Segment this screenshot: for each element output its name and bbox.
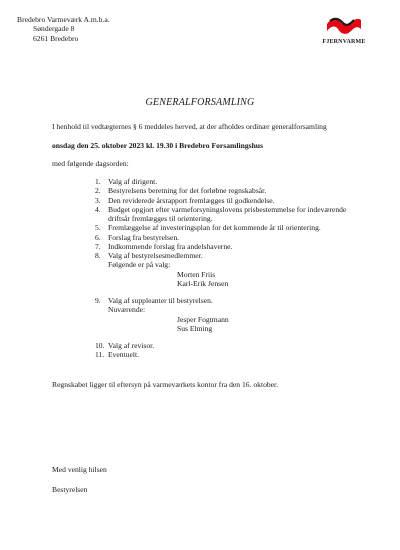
agenda-item-subheading: Følgende er på valg: — [108, 260, 171, 270]
agenda-item-text — [108, 196, 385, 205]
logo-text: FJERNVARME — [322, 39, 366, 45]
agenda-item-number: 8. — [95, 251, 101, 260]
closing-greeting: Med venlig hilsen — [52, 465, 107, 474]
agenda-intro: med følgende dagsorden: — [52, 159, 129, 168]
agenda-item-text — [108, 242, 385, 251]
agenda-item-line: Valg af dirigent. — [108, 177, 158, 186]
candidate-name: Karl-Erik Jensen — [177, 278, 229, 288]
agenda-item-number: 9. — [95, 296, 101, 305]
agenda-item-line: Fremlæggelse af investeringsplan for det kommende år til orientering. — [108, 223, 321, 233]
agenda-item-text — [108, 177, 385, 186]
agenda-item-line: Budget opgjort efter varmeforsyningslovens prisbestemmelse for indeværende — [108, 204, 347, 214]
sender-name: Bredebro Varmeværk A.m.b.a. — [17, 15, 110, 24]
agenda-item-text — [108, 223, 385, 232]
agenda-item-text — [108, 205, 385, 224]
agenda-item-text — [108, 251, 385, 260]
document-title: GENERALFORSAMLING — [145, 97, 255, 108]
agenda-item-line: Valg af revisor. — [108, 341, 155, 350]
agenda-item — [95, 233, 385, 242]
agenda-item-text — [108, 350, 385, 359]
fjernvarme-logo-icon — [326, 16, 362, 38]
agenda-item-number: 5. — [95, 223, 101, 233]
agenda-item-line: driftsår fremlægges til orientering. — [108, 214, 213, 223]
agenda-item-text — [108, 233, 385, 242]
agenda-item-text — [108, 341, 385, 350]
agenda-item-number: 10. — [95, 341, 105, 350]
candidate-name: Jesper Fogtmann — [177, 314, 229, 324]
agenda-item — [95, 177, 385, 186]
signature: Bestyrelsen — [52, 485, 88, 494]
agenda-item — [95, 242, 385, 251]
agenda-item-number: 3. — [95, 195, 101, 205]
intro-paragraph: I henhold til vedtægternes § 6 meddeles herved, at der afholdes ordinær generalforsamling — [52, 122, 327, 131]
agenda-item-number: 7. — [95, 241, 101, 251]
sender-address — [17, 15, 110, 43]
agenda-item-line: Valg af bestyrelsesmedlemmer. — [108, 251, 203, 260]
agenda-item-number: 6. — [95, 232, 101, 242]
agenda-item-number: 4. — [95, 204, 101, 214]
agenda-item — [95, 296, 385, 333]
accounts-note: Regnskabet ligger til eftersyn på varmeværkets kontor fra den 16. oktober. — [52, 380, 279, 389]
agenda-item-line: Bestyrelsens beretning for det forløbne regnskabsår. — [108, 186, 267, 196]
agenda-item — [95, 350, 385, 359]
sender-street: Søndergade 8 — [33, 24, 75, 34]
agenda-item-line: Forslag fra bestyrelsen. — [108, 232, 180, 242]
candidate-name: Morten Friis — [177, 269, 216, 279]
fjernvarme-logo — [318, 16, 370, 46]
agenda-item-number: 11. — [95, 350, 105, 360]
agenda-item — [95, 196, 385, 205]
agenda-item — [95, 205, 385, 224]
agenda-item-line: Valg af suppleanter til bestyrelsen. — [108, 296, 213, 305]
agenda-item-number: 1. — [95, 177, 101, 186]
agenda-item-subheading: Nuværende: — [108, 305, 146, 315]
agenda-item — [95, 186, 385, 195]
sender-city: 6261 Bredebro — [33, 33, 79, 43]
agenda-item-line: Indkommende forslag fra andelshaverne. — [108, 241, 233, 251]
agenda-item — [95, 341, 385, 350]
candidate-name: Sus Elming — [177, 323, 213, 333]
agenda-item — [95, 251, 385, 288]
agenda-item-text — [108, 296, 385, 305]
agenda-item-line: Eventuelt. — [108, 350, 139, 360]
agenda-item-number: 2. — [95, 186, 101, 196]
agenda-item-line: Den reviderede årsrapport fremlægges til godkendelse. — [108, 195, 275, 205]
meeting-details: onsdag den 25. oktober 2023 kl. 19.30 i Bredebro Forsamlingshus — [52, 141, 263, 150]
agenda-list — [95, 177, 385, 360]
agenda-item-text — [108, 186, 385, 195]
agenda-item — [95, 223, 385, 232]
